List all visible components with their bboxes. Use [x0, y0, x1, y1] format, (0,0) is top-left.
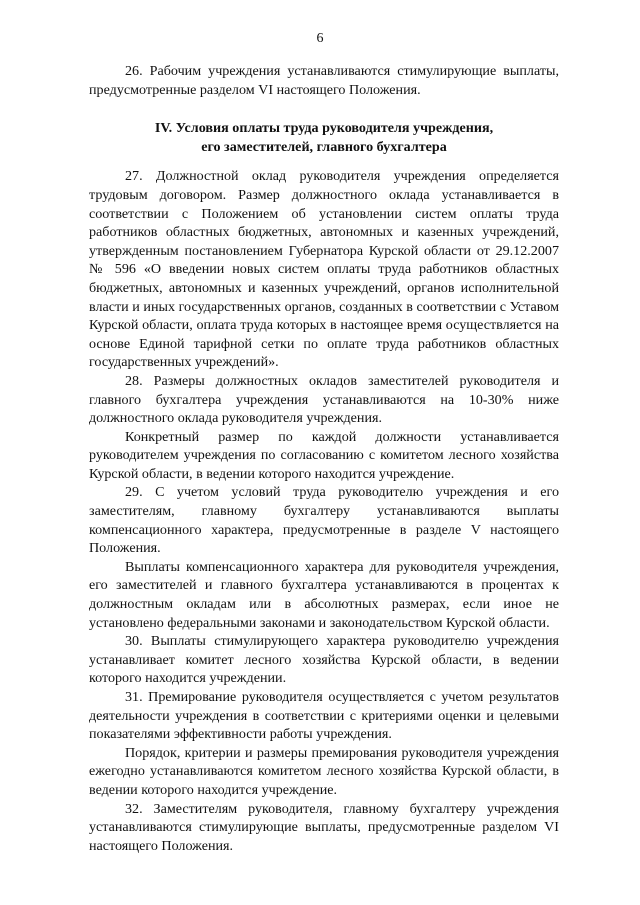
paragraph-30: 30. Выплаты стимулирующего характера руководителю учреждения устанавливает комитет лесного хозяйства Курской области, в ведении которого находится учреждении. — [89, 633, 559, 687]
paragraph-29: 29. С учетом условий труда руководителю учреждения и его заместителям, главному бухгалтеру устанавливаются выплаты компенсационного характера, предусмотренные в разделе V настоящего Положения. — [89, 484, 559, 557]
section-heading-line-2: его заместителей, главного бухгалтера — [201, 138, 447, 155]
paragraph-26: 26. Рабочим учреждения устанавливаются стимулирующие выплаты, предусмотренные разделом VI настоящего Положения. — [89, 63, 559, 98]
paragraph-29-continued: Выплаты компенсационного характера для руководителя учреждения, его заместителей и главного бухгалтера устанавливаются в процентах к должностным окладам или в абсолютных размерах, если иное не установлено федеральными законами и законодательством Курской области. — [89, 558, 559, 631]
document-body — [89, 62, 559, 855]
paragraph-32: 32. Заместителям руководителя, главному бухгалтеру учреждения устанавливаются стимулирующие выплаты, предусмотренные разделом VI настоящего Положения. — [89, 800, 559, 854]
section-heading — [89, 119, 559, 156]
page-number: 6 — [316, 31, 324, 46]
paragraph-28-continued: Конкретный размер по каждой должности устанавливается руководителем учреждения по согласованию с комитетом лесного хозяйства Курской области, в ведении которого находится учреждение. — [89, 428, 559, 482]
section-heading-line-1: IV. Условия оплаты труда руководителя учреждения, — [154, 120, 494, 137]
paragraph-27: 27. Должностной оклад руководителя учреждения определяется трудовым договором. Размер должностного оклада устанавливается в соответствии с Положением об установлении систем оплаты труда работников областных бюджетных, автономных и казенных учреждений, утвержденным постановлением Губернатора Курской области от 29.12.2007 № 596 «О введении новых систем оплаты труда работников областных бюджетных, автономных и казенных учреждений, органов исполнительной власти и иных государственных органов, созданных в соответствии с Уставом Курской области, оплата труда которых в настоящее время осуществляется на основе Единой тарифной сетки по оплате труда работников областных государственных учреждений». — [89, 168, 559, 371]
paragraph-28: 28. Размеры должностных окладов заместителей руководителя и главного бухгалтера учреждения устанавливаются на 10-30% ниже должностного оклада руководителя учреждения. — [89, 372, 559, 427]
paragraph-31-continued: Порядок, критерии и размеры премирования руководителя учреждения ежегодно устанавливаются комитетом лесного хозяйства Курской области, в ведении которого находится учреждение. — [89, 744, 559, 798]
paragraph-31: 31. Премирование руководителя осуществляется с учетом результатов деятельности учреждения в соответствии с критериями оценки и целевыми показателями эффективности работы учреждения. — [89, 689, 559, 743]
